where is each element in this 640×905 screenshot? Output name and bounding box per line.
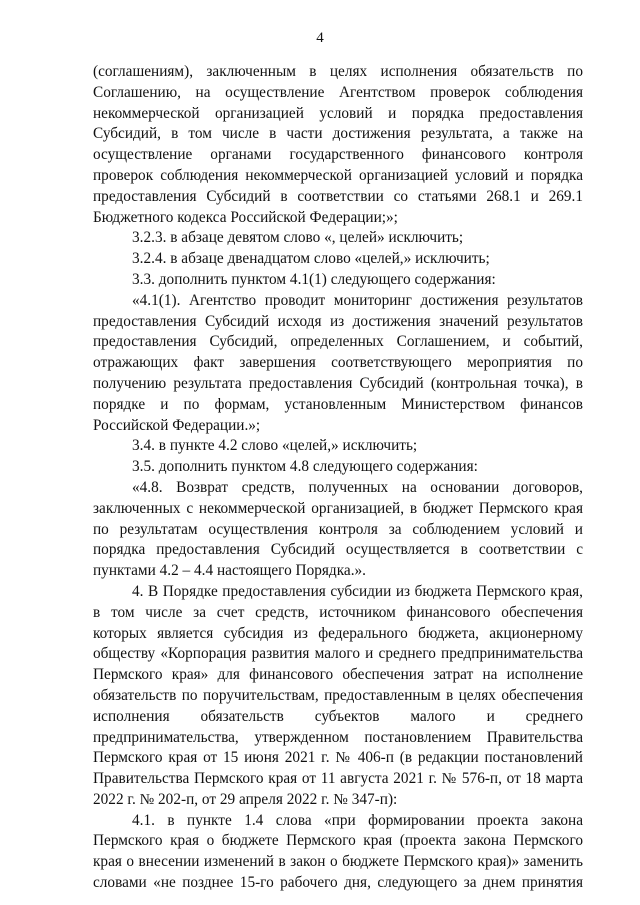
document-body — [93, 62, 583, 894]
paragraph-3-5: 3.5. дополнить пунктом 4.8 следующего содержания: — [132, 458, 478, 476]
paragraph-4-8-text: «4.8. Возврат средств, полученных на основании договоров, заключенных с некоммерческой организацией, в бюджет Пермского края по результатам осуществления контроля за соблюдением условий и порядка предоставления Субсидий осуществляется в соответствии с пунктами 4.2 – 4.4 настоящего Порядка.». — [93, 478, 583, 580]
paragraph-3-2-3: 3.2.3. в абзаце девятом слово «, целей» исключить; — [132, 229, 464, 247]
paragraph-4-1: 4.1. в пункте 1.4 слова «при формировании проекта закона Пермского края о бюджете Пермского края (проекта закона Пермского края о внесении изменений в закон о бюджете Пермского края)» заменить словами «не позднее 15-го рабочего дня, следующего за днем принятия — [93, 811, 583, 892]
page-number: 4 — [316, 30, 324, 46]
paragraph-3-2-4: 3.2.4. в абзаце двенадцатом слово «целей,» исключить; — [132, 250, 490, 268]
paragraph-3-4: 3.4. в пункте 4.2 слово «целей,» исключить; — [132, 437, 418, 455]
paragraph-4: 4. В Порядке предоставления субсидии из бюджета Пермского края, в том числе за счет средств, источником финансового обеспечения которых является субсидия из федерального бюджета, акционерному обществу «Корпорация развития малого и среднего предпринимательства Пермского края» для финансового обеспечения затрат на исполнение обязательств по поручительствам, предоставленным в целях обеспечения исполнения обязательств субъектов малого и среднего предпринимательства, утвержденном постановлением Правительства Пермского края от 15 июня 2021 г. № 406-п (в редакции постановлений Правительства Пермского края от 11 августа 2021 г. № 576-п, от 18 марта 2022 г. № 202-п, от 29 апреля 2022 г. № 347-п): — [93, 582, 583, 808]
paragraph-4-1-1-text: «4.1(1). Агентство проводит мониторинг достижения результатов предоставления Субсидий исходя из достижения значений результатов предоставления Субсидий, определенных Соглашением, и событий, отражающих факт завершения соответствующего мероприятия по получению результата предоставления Субсидий (контрольная точка), в порядке и по формам, установленным Министерством финансов Российской Федерации.»; — [93, 291, 583, 434]
paragraph-soglasheniya-continuation: (соглашениям), заключенным в целях исполнения обязательств по Соглашению, на осуществление Агентством проверок соблюдения некоммерческой организацией условий и порядка предоставления Субсидий, в том числе в части достижения результата, а также на осуществление органами государственного финансового контроля проверок соблюдения некоммерческой организацией условий и порядка предоставления Субсидий в соответствии со статьями 268.1 и 269.1 Бюджетного кодекса Российской Федерации;»; — [93, 63, 583, 226]
paragraph-3-3: 3.3. дополнить пунктом 4.1(1) следующего содержания: — [132, 270, 496, 288]
